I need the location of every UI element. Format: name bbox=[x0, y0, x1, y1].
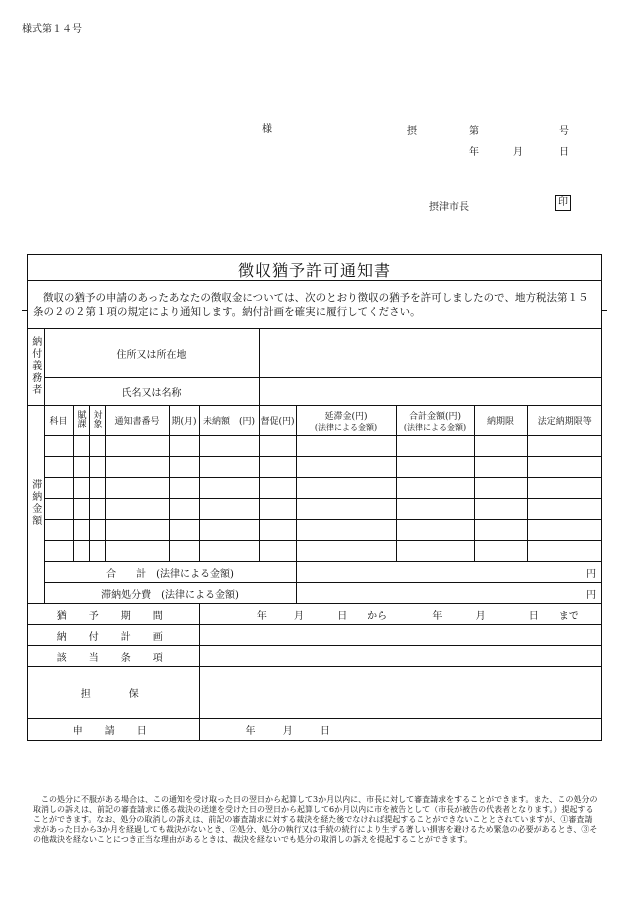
form-number: 様式第１４号 bbox=[22, 24, 82, 35]
col-delay: 延滞金(円) (法律による金額) bbox=[296, 406, 396, 436]
col-legal-due: 法定納期限等 bbox=[527, 406, 602, 436]
applied-day: 日 bbox=[319, 726, 330, 737]
clause-label: 該 当 条 項 bbox=[27, 646, 199, 667]
grace-period-field[interactable] bbox=[199, 604, 602, 625]
fee-yen[interactable]: 円 bbox=[296, 583, 602, 604]
form-title: 徴収猶予許可通知書 bbox=[237, 261, 391, 280]
plan-label: 納 付 計 画 bbox=[27, 625, 199, 646]
arrears-group-label: 滞納金額 bbox=[27, 406, 44, 604]
addressee-suffix: 様 bbox=[262, 124, 272, 135]
col-reminder: 督促(円) bbox=[259, 406, 296, 436]
grace-day1: 日 から bbox=[337, 610, 388, 622]
date-month: 月 bbox=[513, 147, 523, 158]
total-yen[interactable]: 円 bbox=[296, 562, 602, 583]
applied-date-field[interactable] bbox=[199, 719, 602, 741]
table-row bbox=[27, 478, 602, 499]
date-day: 日 bbox=[559, 147, 569, 158]
doc-number-go: 号 bbox=[559, 126, 569, 137]
title-divider bbox=[27, 280, 602, 281]
appeal-notice: この処分に不服がある場合は、この通知を受け取った日の翌日から起算して3か月以内に、市長に対して審査請求をすることができます。また、この処分の取消しの訴えは、前記の審査請求に係る裁決の送達を受けた日の翌日から起算して6か月以内に市を被告として（市長が被告の代表者となります。）提起することができます。なお、処分の取消しの訴えは、前記の審査請求に対する裁決を経た後でなければ提起することができないこととされていますが、①審査請求があった日から3か月を経過しても裁決がないとき、②処分、処分の執行又は手続の続行により生ずる著しい損害を避けるため緊急の必要があるとき、③その他裁決を経ないことにつき正当な理由があるときは、裁決を経ないでも処分の取消しの訴えを提起することができます。 bbox=[33, 795, 598, 844]
security-label: 担 保 bbox=[27, 667, 199, 719]
name-field[interactable] bbox=[259, 378, 602, 406]
col-due: 納期限 bbox=[474, 406, 527, 436]
grace-year2: 年 bbox=[432, 610, 443, 622]
col-total: 合計金額(円) (法律による金額) bbox=[396, 406, 474, 436]
doc-number-dai: 第 bbox=[469, 126, 479, 137]
table-row bbox=[27, 520, 602, 541]
left-margin-tick bbox=[22, 310, 27, 311]
col-period: 期(月) bbox=[169, 406, 199, 436]
table-row bbox=[27, 457, 602, 478]
grace-label: 猶 予 期 間 bbox=[27, 604, 199, 625]
col-levy: 賦課 bbox=[73, 406, 89, 436]
clause-field[interactable] bbox=[199, 646, 602, 667]
form-grid bbox=[27, 328, 602, 741]
applied-year: 年 bbox=[245, 726, 256, 737]
applied-label: 申 請 日 bbox=[27, 719, 199, 741]
name-label: 氏名又は名称 bbox=[44, 378, 259, 406]
security-field[interactable] bbox=[199, 667, 602, 719]
col-unpaid: 未納額 (円) bbox=[199, 406, 259, 436]
grace-day2: 日 まで bbox=[528, 610, 579, 622]
taxpayer-group-label: 納付義務者 bbox=[27, 329, 44, 406]
grace-year1: 年 bbox=[256, 610, 267, 622]
doc-number-prefix: 摂 bbox=[407, 126, 417, 137]
intro-text: 徴収の猶予の申請のあったあなたの徴収金については、次のとおり徴収の猶予を許可しましたので、地方税法第１５条の２の２第１項の規定により通知します。納付計画を確実に履行してください。 bbox=[33, 292, 589, 318]
grace-month1: 月 bbox=[294, 610, 304, 622]
seal-box: 印 bbox=[555, 195, 571, 211]
address-label: 住所又は所在地 bbox=[44, 329, 259, 378]
grace-month2: 月 bbox=[475, 610, 486, 622]
table-row bbox=[27, 499, 602, 520]
col-notice-no: 通知書番号 bbox=[105, 406, 169, 436]
date-year: 年 bbox=[469, 147, 479, 158]
plan-field[interactable] bbox=[199, 625, 602, 646]
fee-label: 滞納処分費 (法律による金額) bbox=[44, 583, 296, 604]
address-field[interactable] bbox=[259, 329, 602, 378]
total-label: 合 計 (法律による金額) bbox=[44, 562, 296, 583]
table-row bbox=[27, 541, 602, 562]
issuer-name: 摂津市長 bbox=[429, 202, 469, 213]
col-subject: 科目 bbox=[44, 406, 73, 436]
right-margin-tick bbox=[602, 310, 607, 311]
col-target: 対象 bbox=[89, 406, 105, 436]
applied-month: 月 bbox=[282, 726, 293, 737]
table-row bbox=[27, 436, 602, 457]
